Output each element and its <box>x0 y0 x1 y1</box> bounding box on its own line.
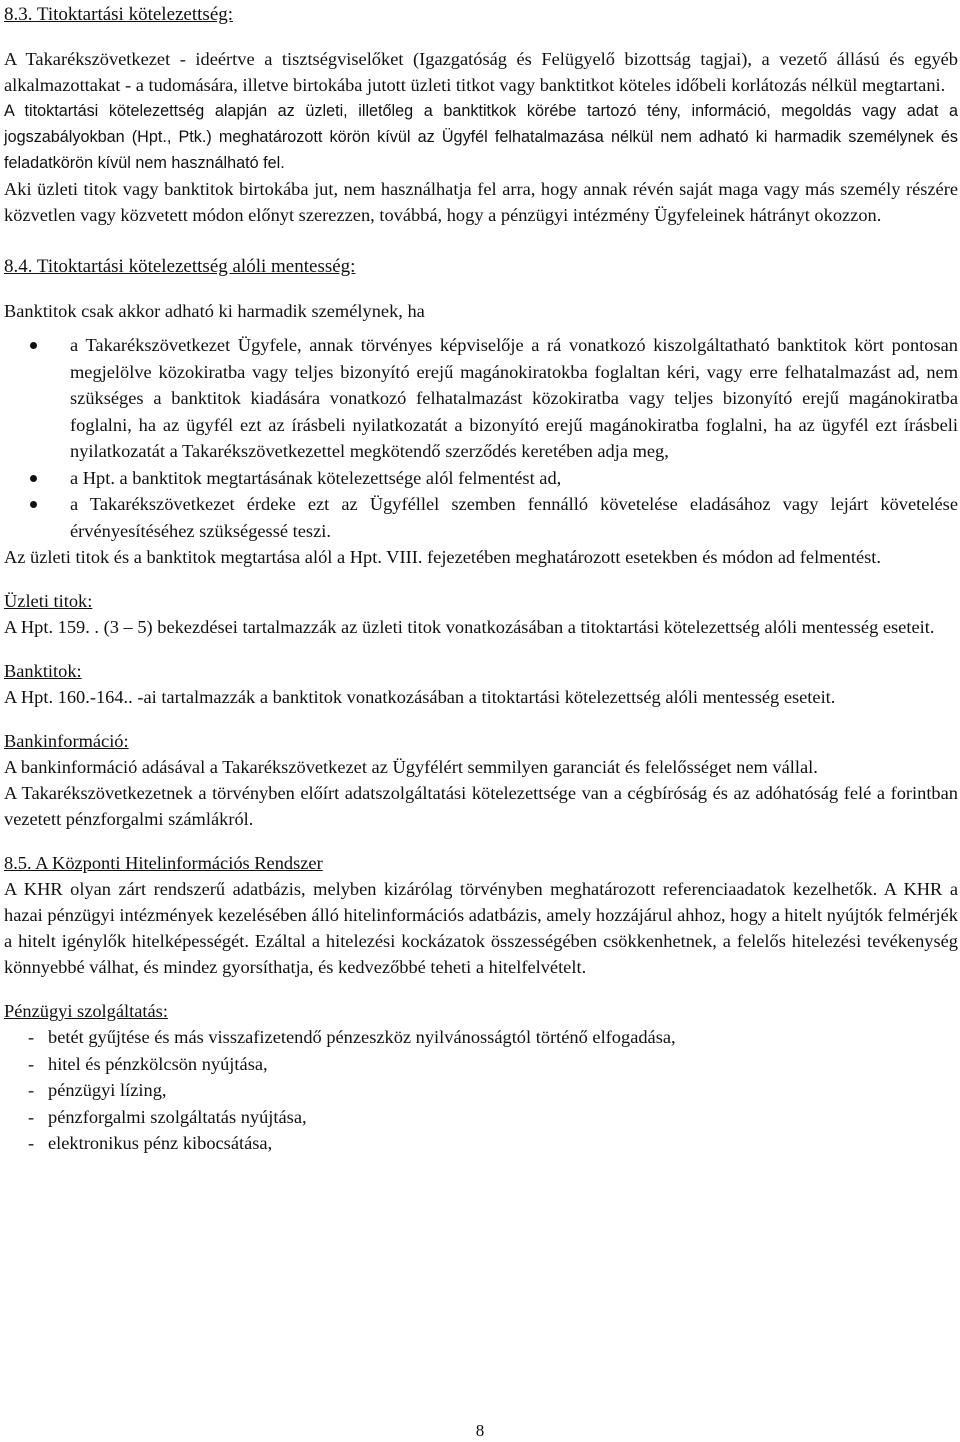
bullet-item <box>4 491 958 544</box>
bankinformacio-heading: Bankinformáció: <box>4 731 129 751</box>
section-8-4-title: 8.4. Titoktartási kötelezettség alóli mentesség: <box>4 256 356 277</box>
banktitok-text: A Hpt. 160.-164.. -ai tartalmazzák a banktitok vonatkozásában a titoktartási kötelezettség alóli mentesség eseteit. <box>4 687 836 707</box>
section-8-3-para-3: Aki üzleti titok vagy banktitok birtokába jut, nem használhatja fel arra, hogy annak révén saját maga vagy más személy részére közvetlen vagy közvetett módon előnyt szerezzen, továbbá, hogy a pénzügyi intézmény Ügyfeleinek hátrányt okozzon. <box>4 179 958 225</box>
penzugyi-szolgaltatas-heading: Pénzügyi szolgáltatás: <box>4 1001 168 1021</box>
bullet-text: a Takarékszövetkezet Ügyfele, annak törvényes képviselője a rá vonatkozó kiszolgáltatható banktitok kört pontosan megjelölve közokiratba vagy teljes bizonyító erejű magánokiratokba foglaltan kéri, vagy erre felhatalmazást ad, nem szükséges a banktitok kiadására vonatkozó felhatalmazást közokiratba vagy teljes bizonyító erejű magánokiratba foglalni, ha az ügyfél ezt az írásbeli nyilatkozatát a bizonyító erejű magánokiratba foglalni, ha az ügyfél ezt írásbeli nyilatkozatát a Takarékszövetkezettel megkötendő szerződés keretében adja meg, <box>70 335 958 461</box>
section-8-5-text: A KHR olyan zárt rendszerű adatbázis, melyben kizárólag törvényben meghatározott referenciaadatok kezelhetők. A KHR a hazai pénzügyi intézmények kezelésében álló hitelinformációs adatbázis, amely hozzájárul ahhoz, hogy a hitelt nyújtók felmérjék a hitelt igénylők hitelképességét. Ezáltal a hitelezési kockázatok összességében csökkenhetnek, a felelős hitelezési tevékenység könnyebbé válhat, és mindez gyorsíthatja, és kedvezőbbé teheti a hitelfelvételt. <box>4 879 958 977</box>
list-item <box>4 1077 958 1104</box>
bullet-item <box>4 465 958 492</box>
bullet-text: a Takarékszövetkezet érdeke ezt az Ügyféllel szemben fennálló követelése eladásához vagy lejárt követelése érvényesítéséhez szükségessé teszi. <box>70 494 958 541</box>
section-8-4-intro: Banktitok csak akkor adható ki harmadik személynek, ha <box>4 301 425 321</box>
list-item <box>4 1104 958 1131</box>
after-bullets-paragraph: Az üzleti titok és a banktitok megtartása alól a Hpt. VIII. fejezetében meghatározott esetekben és módon ad felmentést. <box>4 547 881 567</box>
uzleti-titok-text: A Hpt. 159. . (3 – 5) bekezdései tartalmazzák az üzleti titok vonatkozásában a titoktartási kötelezettség alóli mentesség eseteit. <box>4 617 935 637</box>
bullet-icon <box>30 501 37 508</box>
penzugyi-szolgaltatas-list <box>4 1024 958 1157</box>
dash-marker: - <box>28 1133 35 1153</box>
document-page <box>4 2 958 1157</box>
list-item-text: betét gyűjtése és más visszafizetendő pénzeszköz nyilvánosságtól történő elfogadása, <box>48 1027 676 1047</box>
list-item-text: hitel és pénzkölcsön nyújtása, <box>48 1053 268 1074</box>
bankinformacio-text-1: A bankinformáció adásával a Takarékszövetkezet az Ügyfélért semmilyen garanciát és felelősséget nem vállal. <box>4 757 818 777</box>
bullet-icon <box>30 475 37 482</box>
list-item-text: pénzügyi lízing, <box>48 1080 167 1100</box>
list-item-text: elektronikus pénz kibocsátása, <box>48 1133 273 1153</box>
section-8-3-title: 8.3. Titoktartási kötelezettség: <box>4 4 234 25</box>
bullet-item <box>4 332 958 465</box>
list-item-text: pénzforgalmi szolgáltatás nyújtása, <box>48 1106 307 1127</box>
section-8-3-para-1: A Takarékszövetkezet - ideértve a tisztségviselőket (Igazgatóság és Felügyelő bizottság tagjai), a vezető állású és egyéb alkalmazottakat - a tudomására, illetve birtokába jutott üzleti titkot vagy banktitkot köteles időbeli korlátozás nélkül megtartani. <box>4 49 958 95</box>
exemption-bullet-list <box>4 332 958 544</box>
dash-marker: - <box>28 1080 35 1100</box>
bullet-icon <box>30 342 37 349</box>
section-8-3-para-2: A titoktartási kötelezettség alapján az üzleti, illetőleg a banktitkok körébe tartozó tény, információ, megoldás vagy adat a jogszabályokban (Hpt., Ptk.) meghatározott körön kívül az Ügyfél felhatalmazása nélkül nem adható ki harmadik személynek és feladatkörön kívül nem használható fel. <box>4 102 958 172</box>
list-item <box>4 1024 958 1051</box>
uzleti-titok-heading: Üzleti titok: <box>4 591 93 611</box>
dash-marker: - <box>28 1106 35 1127</box>
list-item <box>4 1130 958 1157</box>
page-number: 8 <box>475 1421 485 1440</box>
dash-marker: - <box>28 1053 35 1074</box>
banktitok-heading: Banktitok: <box>4 661 82 681</box>
bankinformacio-text-2: A Takarékszövetkezetnek a törvényben előírt adatszolgáltatási kötelezettsége van a cégbíróság és az adóhatóság felé a forintban vezetett pénzforgalmi számlákról. <box>4 783 958 829</box>
dash-marker: - <box>28 1027 35 1047</box>
list-item <box>4 1051 958 1078</box>
section-8-5-title: 8.5. A Központi Hitelinformációs Rendszer <box>4 853 323 873</box>
bullet-text: a Hpt. a banktitok megtartásának kötelezettsége alól felmentést ad, <box>70 467 562 488</box>
